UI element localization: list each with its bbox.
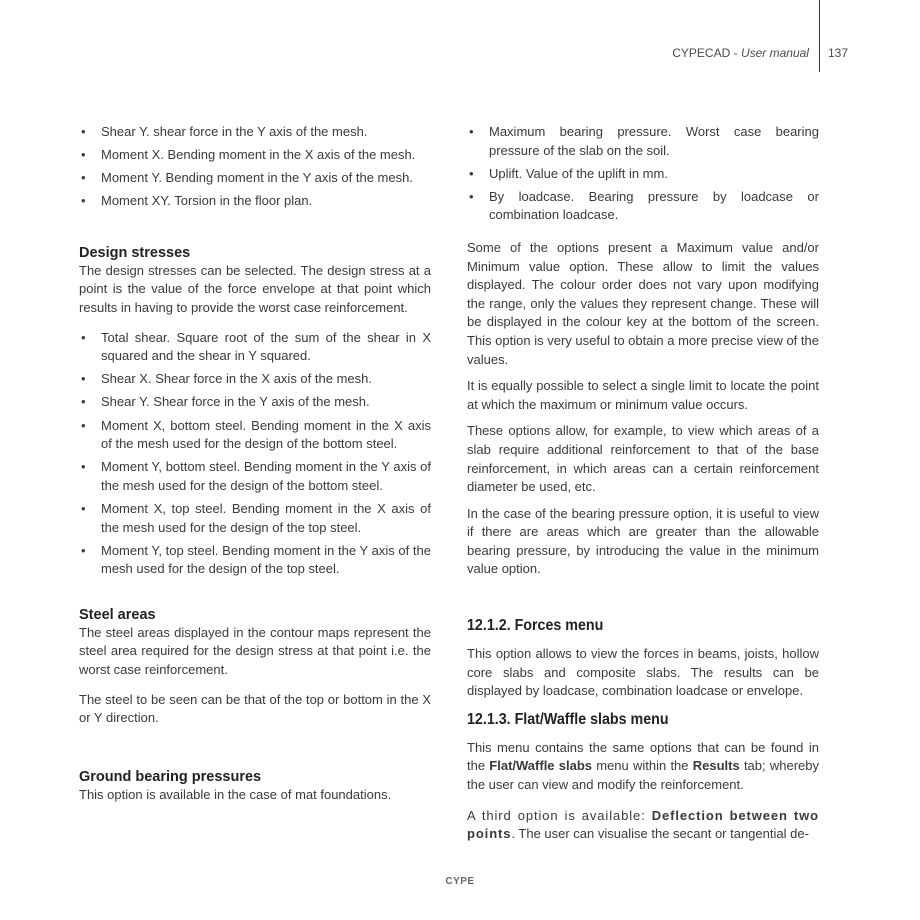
- list-item: • Moment X, top steel. Bending moment in the X axis of the mesh used for the design of the top steel.: [79, 500, 431, 537]
- design-stress-list: [79, 329, 431, 579]
- right-column: [467, 123, 819, 844]
- flat-waffle-text: This menu contains the same options that can be found in the Flat/Waffle slabs menu within the Results tab; whereby the user can view and modify the reinforcement.: [467, 739, 819, 793]
- left-column: [79, 123, 431, 804]
- forces-menu-heading: 12.1.2. Forces menu: [467, 617, 604, 635]
- paragraph: These options allow, for example, to view which areas of a slab require additional reinforcement to that of the base reinforcement, in which areas can a certain reinforcement diameter be used, etc.: [467, 423, 819, 495]
- list-item: • By loadcase. Bearing pressure by loadcase or combination loadcase.: [467, 188, 819, 225]
- list-item: • Uplift. Value of the uplift in mm.: [467, 165, 819, 184]
- paragraph: Some of the options present a Maximum value and/or Minimum value option. These allow to limit the values displayed. The colour order does not vary upon modifying the range, only the values they represent change. These will be displayed in the colour key at the bottom of the screen. This option is very useful to obtain a more precise view of the values.: [467, 239, 819, 367]
- ground-pressures-text: This option is available in the case of mat foundations.: [79, 786, 392, 802]
- design-stresses-heading: Design stresses: [79, 244, 191, 261]
- flat-waffle-heading: 12.1.3. Flat/Waffle slabs menu: [467, 710, 669, 728]
- force-list: [79, 123, 431, 211]
- list-item: • Moment Y, bottom steel. Bending moment in the Y axis of the mesh used for the design of the bottom steel.: [79, 458, 431, 495]
- list-item: • Moment Y. Bending moment in the Y axis of the mesh.: [79, 169, 431, 188]
- page-header: [672, 46, 848, 60]
- list-item: • Maximum bearing pressure. Worst case bearing pressure of the slab on the soil.: [467, 123, 819, 160]
- steel-areas-heading: Steel areas: [79, 606, 156, 623]
- list-item: • Shear X. Shear force in the X axis of the mesh.: [79, 370, 431, 389]
- steel-areas-text-2: The steel to be seen can be that of the top or bottom in the X or Y direction.: [79, 691, 431, 726]
- page-footer: CYPE: [445, 876, 475, 887]
- list-item: • Shear Y. Shear force in the Y axis of the mesh.: [79, 393, 431, 412]
- page-number: 137: [827, 46, 848, 60]
- header-divider: [819, 0, 820, 72]
- steel-areas-text: The steel areas displayed in the contour maps represent the steel area required for the design stress at that point i.e. the worst case reinforcement.: [79, 624, 431, 677]
- list-item: • Shear Y. shear force in the Y axis of the mesh.: [79, 123, 431, 142]
- list-item: • Moment XY. Torsion in the floor plan.: [79, 192, 431, 211]
- list-item: • Moment X. Bending moment in the X axis of the mesh.: [79, 146, 431, 165]
- design-stresses-text: The design stresses can be selected. The design stress at a point is the value of the force envelope at that point which results in having to provide the worst case reinforcement.: [79, 262, 431, 316]
- ground-pressures-heading: Ground bearing pressures: [79, 768, 262, 785]
- deflection-text: A third option is available: Deflection between two points. The user can visualise the secant or tangential de-: [467, 807, 819, 842]
- forces-menu-text: This option allows to view the forces in beams, joists, hollow core slabs and composite slabs. The results can be displayed by loadcase, combination loadcase or envelope.: [467, 646, 819, 699]
- list-item: • Total shear. Square root of the sum of the shear in X squared and the shear in Y squared.: [79, 329, 431, 366]
- running-title: CYPECAD - User manual: [672, 46, 809, 60]
- list-item: • Moment X, bottom steel. Bending moment in the X axis of the mesh used for the design of the bottom steel.: [79, 417, 431, 454]
- paragraph: It is equally possible to select a single limit to locate the point at which the maximum or minimum value occurs.: [467, 378, 819, 412]
- bearing-list: [467, 123, 819, 225]
- list-item: • Moment Y, top steel. Bending moment in the Y axis of the mesh used for the design of the top steel.: [79, 542, 431, 579]
- paragraph: In the case of the bearing pressure option, it is useful to view if there are areas which are greater than the allowable bearing pressure, by introducing the value in the minimum value option.: [467, 505, 819, 577]
